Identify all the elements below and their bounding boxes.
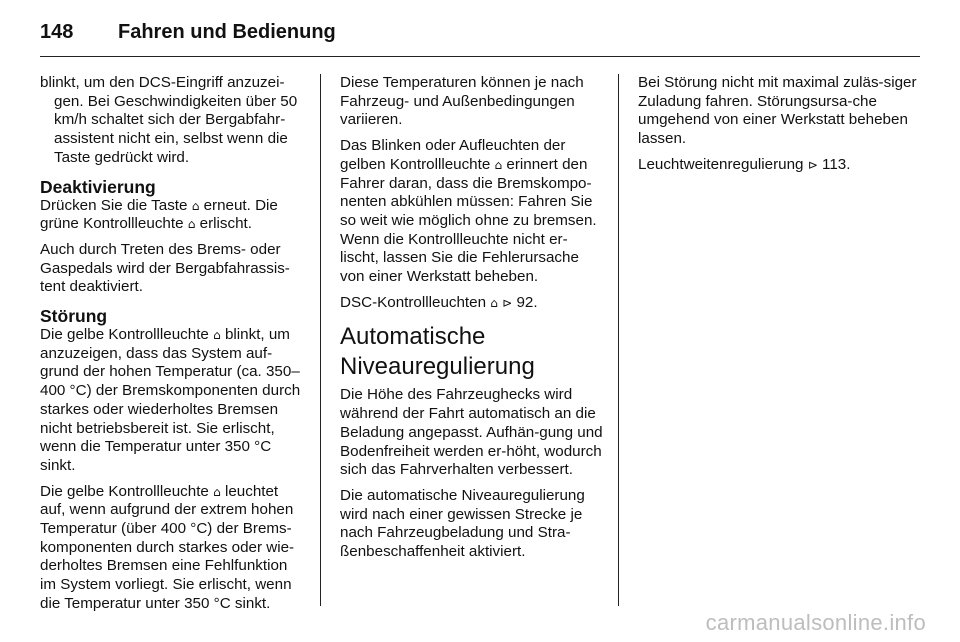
page-reference-link[interactable]: 113. — [822, 155, 851, 173]
heading-niveauregulierung: Automatische Niveauregulierung — [340, 323, 535, 381]
see-reference-arrow-icon: ⊳ — [807, 157, 818, 172]
see-reference-arrow-icon: ⊳ — [502, 295, 513, 310]
paragraph: Auch durch Treten des Brems- oder Gaspedals wird der Bergabfahrassis-tent deaktiviert. — [40, 240, 290, 296]
dcs-lamp-icon: ⌂ — [494, 157, 503, 172]
paragraph: Drücken Sie die Taste ⌂ erneut. Die grüne Kontrollleuchte ⌂ erlischt. — [40, 196, 278, 233]
paragraph: Diese Temperaturen können je nach Fahrzeug- und Außenbedingungen variieren. — [340, 74, 584, 129]
page-reference-link[interactable]: 92. — [516, 293, 538, 311]
column-2 — [340, 74, 605, 569]
header-rule — [40, 56, 920, 57]
dcs-lamp-icon: ⌂ — [213, 484, 221, 499]
page-number: 148 — [40, 20, 74, 43]
column-3 — [638, 74, 920, 182]
paragraph: Leuchtweitenregulierung ⊳ 113. — [638, 155, 851, 173]
dcs-lamp-icon: ⌂ — [187, 217, 196, 232]
heading-stoerung: Störung — [40, 306, 108, 327]
heading-deaktivierung: Deaktivierung — [40, 176, 156, 197]
paragraph: Die Höhe des Fahrzeughecks wird während der Fahrt automatisch an die Beladung angepasst. Aufhän-gung und Bodenfreiheit werden er-höht, wodurch sich das Fahrverhalten verbessert. — [340, 386, 603, 479]
paragraph: blinkt, um den DCS-Eingriff anzuzei-gen. Bei Geschwindigkeiten über 50 km/h schaltet sich der Bergabfahr-assistent nicht ein, selbst wenn die Taste gedrückt wird. — [40, 74, 298, 166]
paragraph: Bei Störung nicht mit maximal zuläs-siger Zuladung fahren. Störungsursa-che umgehend von einer Werkstatt beheben lassen. — [638, 74, 917, 148]
paragraph: DSC-Kontrollleuchten ⌂ ⊳ 92. — [340, 293, 538, 311]
chapter-title: Fahren und Bedienung — [118, 20, 336, 43]
paragraph: Das Blinken oder Aufleuchten der gelben Kontrollleuchte ⌂ erinnert den Fahrer daran, dass die Bremskompo-nenten abkühlen müssen: Fahren Sie so weit wie möglich ohne zu bremsen. Wenn die Kontrollleuchte nicht er-lischt, lassen Sie die Fehlerursache von einer Werkstatt beheben. — [340, 137, 597, 286]
dcs-lamp-icon: ⌂ — [490, 295, 498, 310]
column-divider-1 — [320, 74, 321, 606]
paragraph: Die automatische Niveauregulierung wird nach einer gewissen Strecke je nach Fahrzeugbeladung und Stra-ßenbeschaffenheit aktiviert. — [340, 486, 585, 561]
paragraph: Die gelbe Kontrollleuchte ⌂ leuchtet auf, wenn aufgrund der extrem hohen Temperatur (über 400 °C) der Brems-komponenten durch starkes oder wie-derholtes Bremsen eine Fehlfunktion im System vorliegt. Sie erlischt, wenn die Temperatur unter 350 °C sinkt. — [40, 482, 295, 612]
watermark: carmanualsonline.info — [705, 610, 926, 635]
dcs-lamp-icon: ⌂ — [191, 198, 200, 213]
column-1 — [40, 74, 302, 621]
paragraph: Die gelbe Kontrollleuchte ⌂ blinkt, um anzuzeigen, dass das System auf-grund der hohen Temperatur (ca. 350–400 °C) der Bremskomponenten durch starkes oder wiederholtes Bremsen nicht betriebsbereit ist. Sie erlischt, wenn die Temperatur unter 350 °C sinkt. — [40, 326, 301, 474]
dcs-lamp-icon: ⌂ — [213, 328, 221, 343]
page-header — [40, 14, 336, 50]
column-divider-2 — [618, 74, 619, 606]
